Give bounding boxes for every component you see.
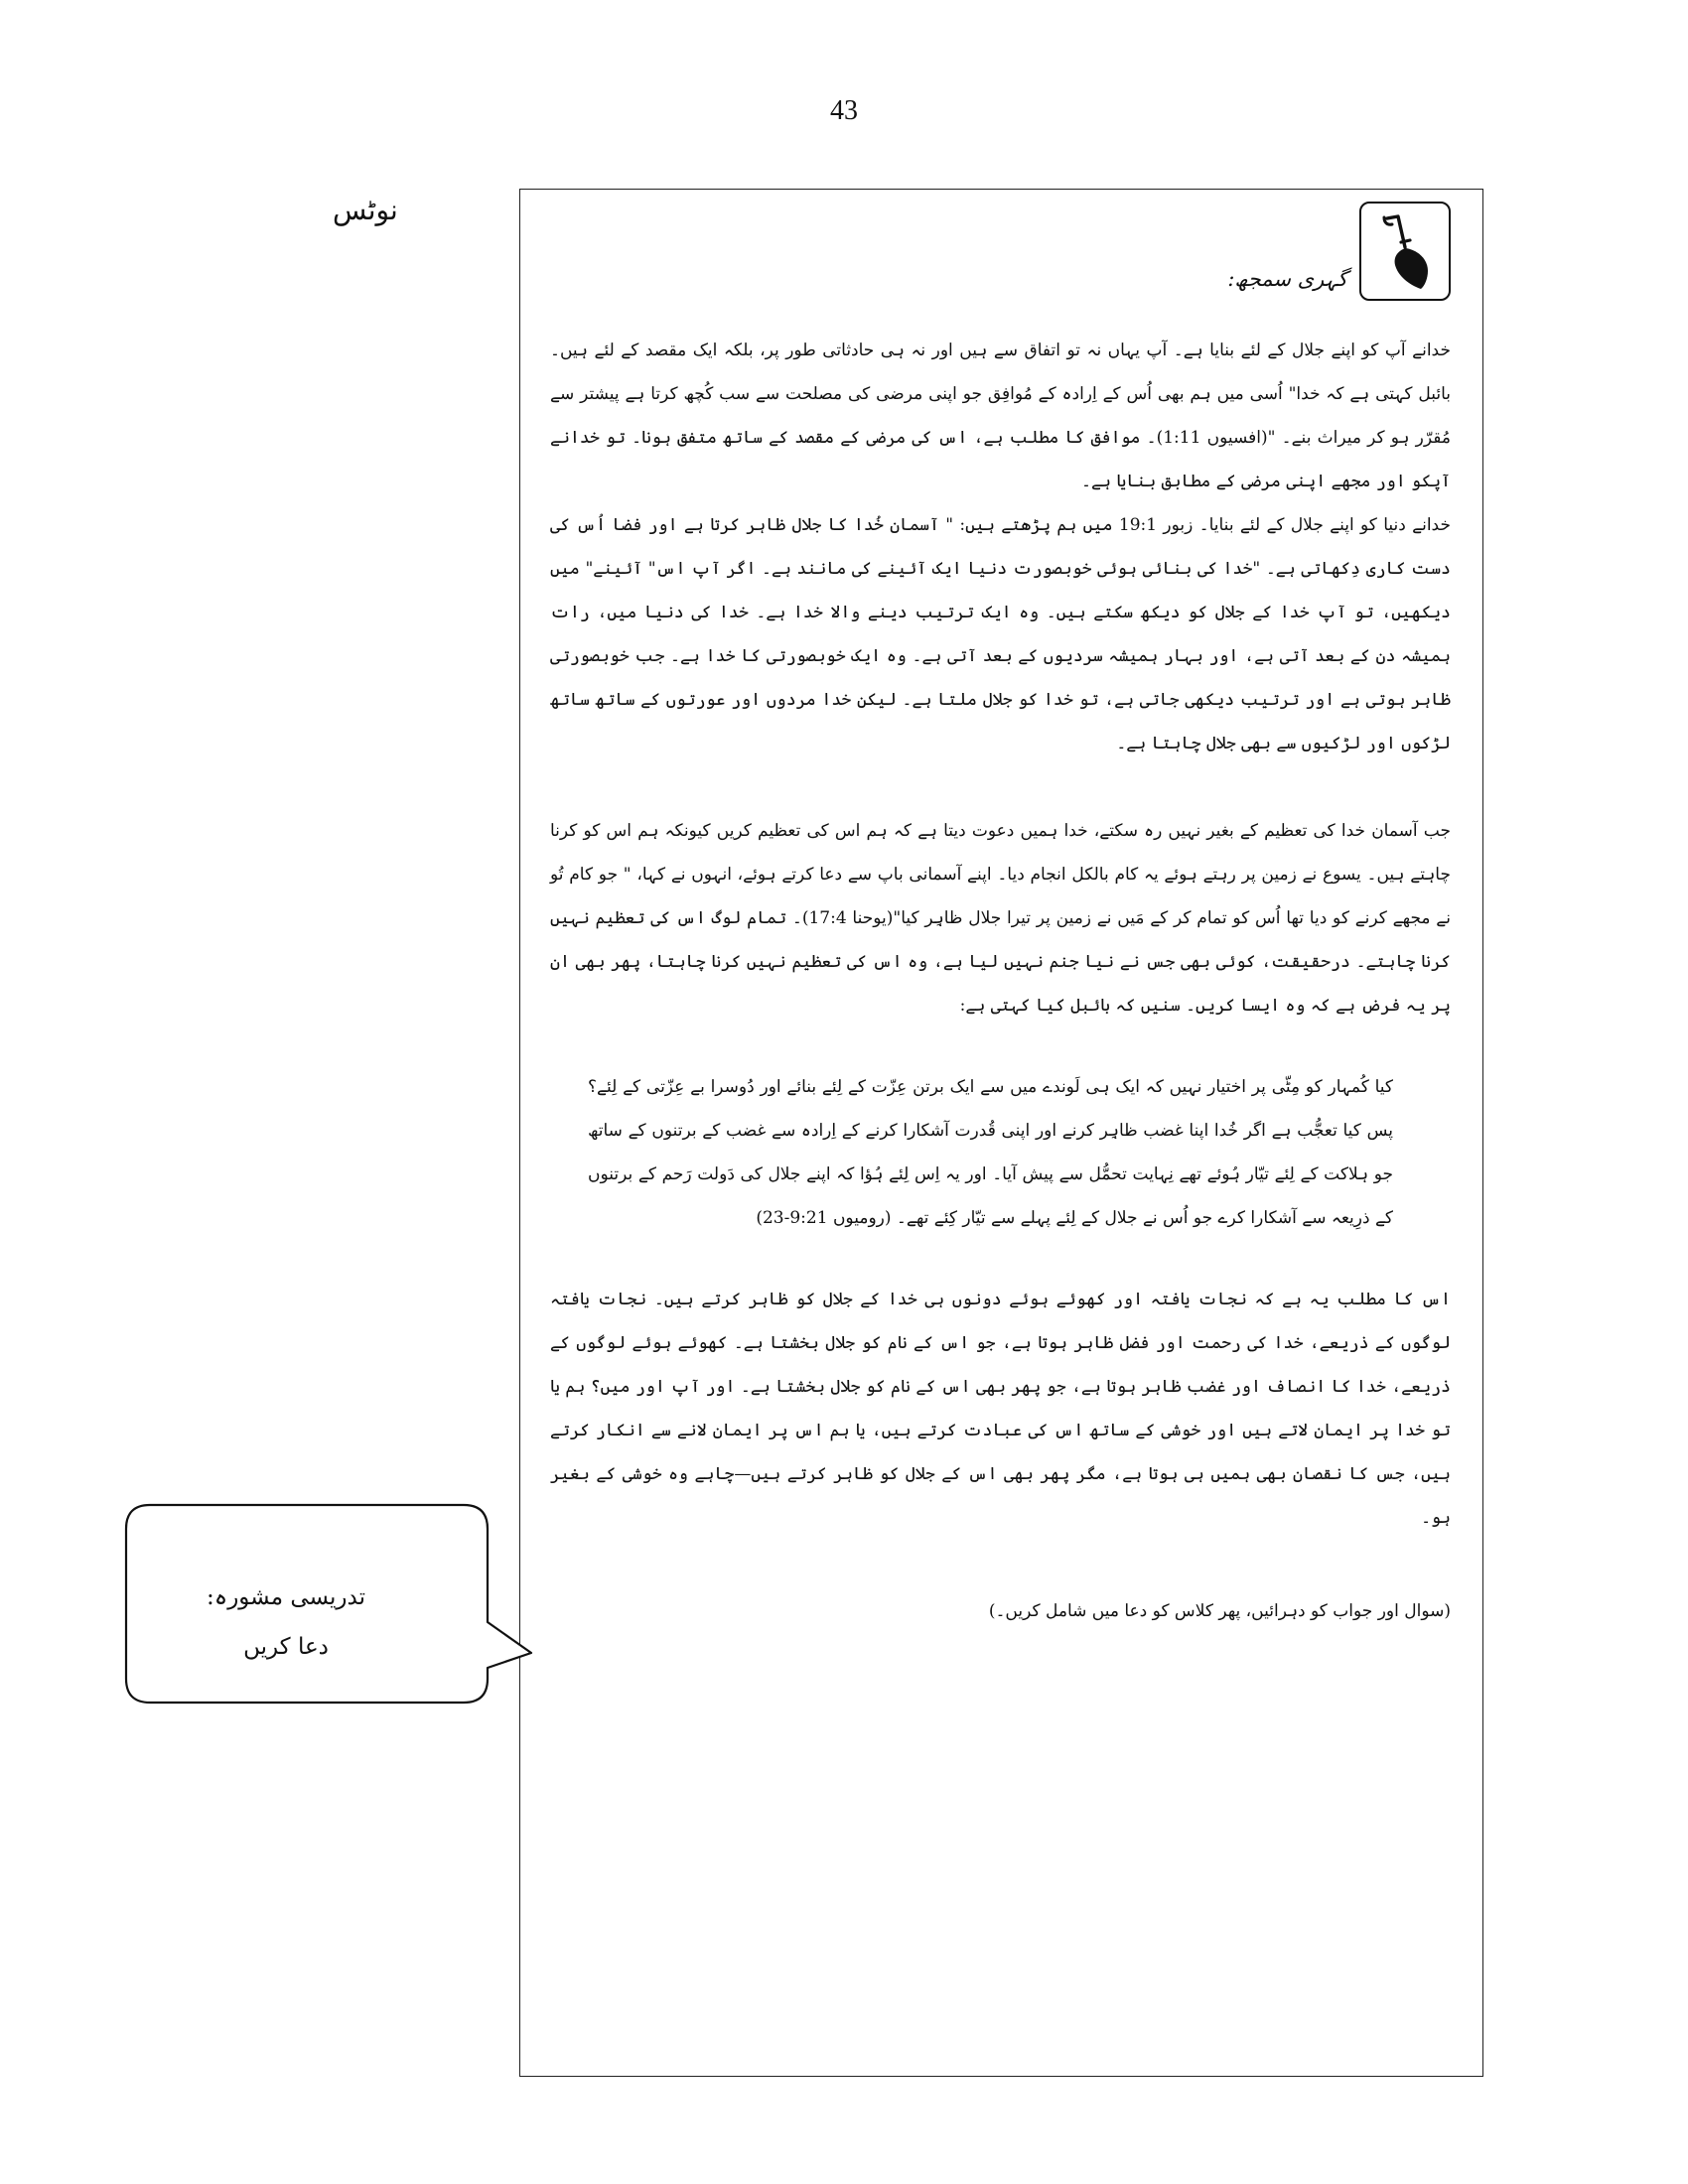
- page-number: 43: [830, 95, 858, 126]
- teaching-tip-title: تدریسی مشورہ:: [206, 1584, 366, 1610]
- section-title: گہری سمجھ:: [1227, 267, 1347, 291]
- teaching-tip-text-block: [162, 1572, 410, 1672]
- paragraph-world-glory: خدانے دنیا کو اپنے جلال کے لئے بنایا۔ زبور 19:1 میں ہم پڑھتے ہیں: " آسمان خُدا کا جلال ظاہر کرتا ہے اور فضا اُس کی دست کاری دِکھاتی ہے۔ "خدا کی بنائی ہوئی خوبصورت دنیا ایک آئینے کی مانند ہے۔ اگر آپ اس" آئینے" میں دیکھیں، تو آپ خدا کے جلال کو دیکھ سکتے ہیں۔ وہ ایک ترتیب دینے والا خدا ہے۔ خدا کی دنیا میں، رات ہمیشہ دن کے بعد آتی ہے، اور بہار ہمیشہ سردیوں کے بعد آتی ہے۔ وہ ایک خوبصورتی کا خدا ہے۔ جب خوبصورتی ظاہر ہوتی ہے اور ترتیب دیکھی جاتی ہے، تو خدا کو جلال ملتا ہے۔ لیکن خدا مردوں اور عورتوں کے ساتھ ساتھ لڑکوں اور لڑکیوں سے بھی جلال چاہتا ہے۔: [550, 515, 1451, 753]
- paragraph-gap: [550, 1240, 1451, 1278]
- paragraph-gap: [550, 765, 1451, 809]
- notes-label: نوٹس: [333, 194, 398, 226]
- closing-instruction: (سوال اور جواب کو دہرائیں، پھر کلاس کو دعا میں شامل کریں۔): [988, 1601, 1451, 1621]
- paragraph-gap: [550, 1027, 1451, 1065]
- paragraph-honor: جب آسمان خدا کی تعظیم کے بغیر نہیں رہ سکتے، خدا ہمیں دعوت دیتا ہے کہ ہم اس کی تعظیم کریں کیونکہ ہم اس کو کرنا چاہتے ہیں۔ یسوع نے زمین پر رہتے ہوئے یہ کام بالکل انجام دیا۔ اپنے آسمانی باپ سے دعا کرتے ہوئے، انہوں نے کہا، " جو کام تُو نے مجھے کرنے کو دیا تھا اُس کو تمام کر کے مَیں نے زمین پر تیرا جلال ظاہِر کیا"(یوحنا 17:4)۔ تمام لوگ اس کی تعظیم نہیں کرنا چاہتے۔ درحقیقت، کوئی بھی جس نے نیا جنم نہیں لیا ہے، وہ اس کی تعظیم نہیں کرنا چاہتا، پھر بھی ان پر یہ فرض ہے کہ وہ ایسا کریں۔ سنیں کہ بائبل کیا کہتی ہے:: [550, 821, 1451, 1016]
- study-content: [550, 202, 1451, 1653]
- teaching-tip-body: دعا کریں: [243, 1634, 329, 1660]
- section-header: [550, 202, 1451, 329]
- teaching-tip-callout: [124, 1504, 492, 1703]
- paragraph-gap: [550, 1540, 1451, 1583]
- empty-space: [550, 1633, 1451, 1653]
- shovel-icon: [1359, 202, 1451, 301]
- paragraph-conclusion: اس کا مطلب یہ ہے کہ نجات یافتہ اور کھوئے ہوئے دونوں ہی خدا کے جلال کو ظاہر کرتے ہیں۔ نجات یافتہ لوگوں کے ذریعے، خدا کی رحمت اور فضل ظاہر ہوتا ہے، جو اس کے نام کو جلال بخشتا ہے۔ کھوئے ہوئے لوگوں کے ذریعے، خدا کا انصاف اور غضب ظاہر ہوتا ہے، جو پھر بھی اس کے نام کو جلال بخشتا ہے۔ اور آپ اور میں؟ ہم یا تو خدا پر ایمان لاتے ہیں اور خوشی کے ساتھ اس کی عبادت کرتے ہیں، یا ہم اس پر ایمان لانے سے انکار کرتے ہیں، جس کا نقصان بھی ہمیں ہی ہوتا ہے، مگر پھر بھی اس کے جلال کو ظاہر کرتے ہیں—چاہے وہ خوشی کے بغیر ہو۔: [550, 1290, 1451, 1528]
- paragraph-purpose: خدانے آپ کو اپنے جلال کے لئے بنایا ہے۔ آپ یہاں نہ تو اتفاق سے ہیں اور نہ ہی حادثاتی طور پر، بلکہ ایک مقصد کے لئے ہیں۔ بائبل کہتی ہے کہ خدا" اُسی میں ہم بھی اُس کے اِرادہ کے مُوافِق جو اپنی مرضی کی مصلحت سے سب کُچھ کرتا ہے پیشتر سے مُقرّر ہو کر میراث بنے۔ "(افسیوں 1:11)۔ موافق کا مطلب ہے، اس کی مرضی کے مقصد کے ساتھ متفق ہونا۔ تو خدانے آپکو اور مجھے اپنی مرضی کے مطابق بنایا ہے۔: [550, 341, 1451, 491]
- study-box: [519, 189, 1483, 2077]
- scripture-quote: کیا کُمہار کو مِٹّی پر اختیار نہیں کہ ایک ہی لَوندے میں سے ایک برتن عِزّت کے لِئے بنائے اور دُوسرا بے عِزّتی کے لِئے؟ پس کیا تعجُّب ہے اگر خُدا اپنا غضب ظاہِر کرنے اور اپنی قُدرت آشکارا کرنے کے اِرادہ سے غضب کے برتنوں کے ساتھ جو ہلاکت کے لِئے تیّار ہُوئے تھے نِہایت تحمُّل سے پیش آیا۔ اور یہ اِس لِئے ہُؤا کہ اپنے جلال کی دَولت رَحم کے برتنوں کے ذرِیعہ سے آشکارا کرے جو اُس نے جلال کے لِئے پہلے سے تیّار کِئے تھے۔ (رومیوں 9:21-23): [588, 1077, 1393, 1228]
